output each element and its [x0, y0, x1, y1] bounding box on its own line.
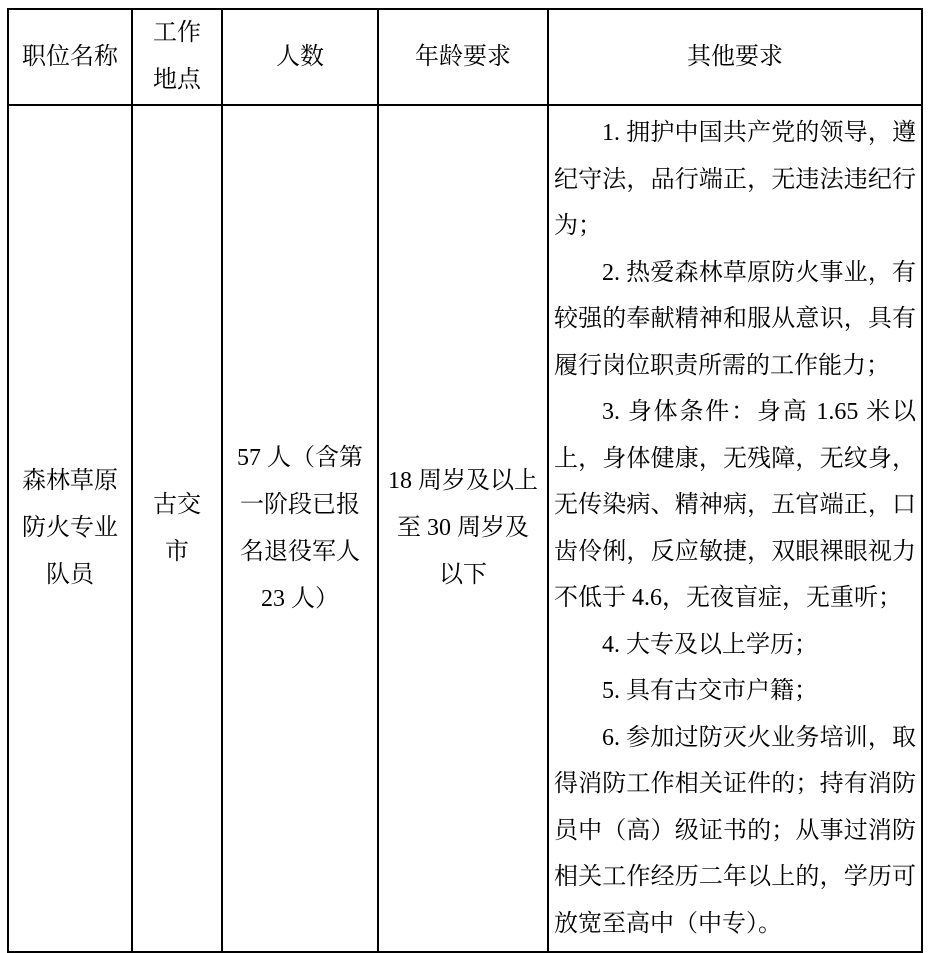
cell-age-requirement: [378, 105, 548, 952]
cell-headcount: [222, 105, 378, 952]
other-requirement-item-2: 2. 热爱森林草原防火事业，有较强的奉献精神和服从意识，具有履行岗位职责所需的工作能力；: [554, 259, 916, 379]
cell-other-requirements: [548, 105, 922, 952]
header-work-location: [132, 9, 222, 105]
header-headcount: [222, 9, 378, 105]
other-requirement-item-3: 3. 身体条件：身高 1.65 米以上，身体健康，无残障，无纹身，无传染病、精神病，五官端正，口齿伶俐，反应敏捷，双眼裸眼视力不低于 4.6，无夜盲症，无重听；: [554, 399, 916, 611]
position-name-value: 森林草原防火专业队员: [22, 468, 118, 588]
cell-position-name: [8, 105, 132, 952]
other-requirement-item-6: 6. 参加过防灭火业务培训，取得消防工作相关证件的；持有消防员中（高）级证书的；从事过消防相关工作经历二年以上的，学历可放宽至高中（中专）。: [554, 724, 916, 937]
table-header-row: [8, 9, 922, 105]
header-other-requirements: [548, 9, 922, 105]
header-age-requirement: [378, 9, 548, 105]
headcount-value: 57 人（含第一阶段已报名退役军人 23 人）: [237, 444, 363, 612]
other-requirement-item-1: 1. 拥护中国共产党的领导，遵纪守法，品行端正，无违法违纪行为；: [554, 120, 916, 239]
work-location-value: 古交市: [153, 491, 201, 565]
age-requirement-value: 18 周岁及以上至 30 周岁及以下: [388, 468, 538, 588]
header-headcount-label: 人数: [276, 43, 324, 70]
header-position-name-label: 职位名称: [22, 43, 118, 70]
other-requirement-item-4: 4. 大专及以上学历；: [602, 631, 818, 658]
cell-work-location: [132, 105, 222, 952]
header-other-requirements-label: 其他要求: [687, 43, 783, 70]
recruitment-requirements-table: [7, 8, 923, 953]
header-work-location-label: 工作地点: [153, 20, 201, 93]
header-age-requirement-label: 年龄要求: [415, 43, 511, 70]
header-position-name: [8, 9, 132, 105]
table-row: [8, 105, 922, 952]
other-requirement-item-5: 5. 具有古交市户籍；: [602, 678, 818, 704]
